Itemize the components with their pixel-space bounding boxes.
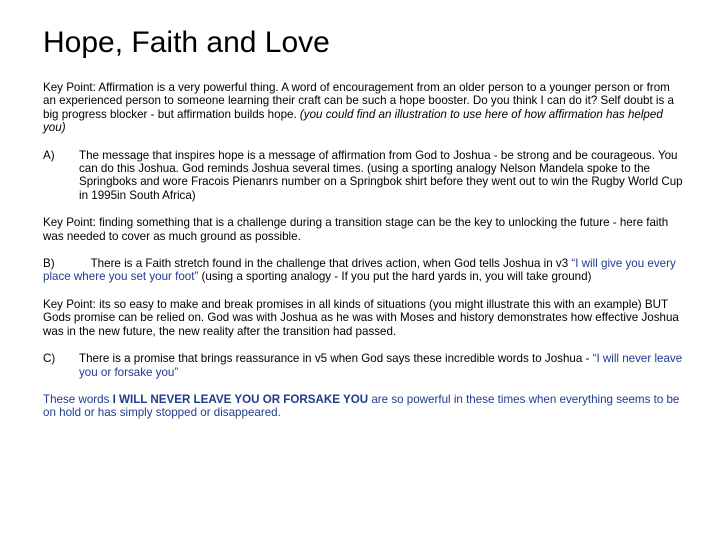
- key-point-affirmation-text: Key Point: Affirmation is a very powerful thing. A word of encouragement from an older person to a younger person or from an experienced person to someone learning their craft can be such a hope booster. Do you think I can do it? Self doubt is a big progress blocker - but affirmation builds hope.: [43, 81, 674, 121]
- point-b-quote: “I will give you every place where you set your foot”: [43, 257, 676, 284]
- slide-body: [43, 81, 683, 434]
- point-c-marker: C): [43, 352, 56, 366]
- key-point-promise: Key Point: its so easy to make and break promises in all kinds of situations (you might illustrate this with an example) BUT Gods promise can be relied on. God was with Joshua as he was with Moses and history demonstrates how effective Joshua was in the new future, the new reality after the transition had passed.: [43, 297, 679, 338]
- point-c-body: [79, 352, 683, 379]
- closing-text-end: are so powerful in these times when everything seems to be on hold or has simply stopped or disappeared.: [43, 392, 680, 420]
- point-b-text: There is a Faith stretch found in the challenge that drives action, when God tells Joshua in v3: [90, 257, 572, 271]
- closing-statement: [43, 393, 683, 420]
- point-a-text: The message that inspires hope is a message of affirmation from God to Joshua - be strong and be courageous. You can do this Joshua. God reminds Joshua several times. (using a sporting analogy Nelson Mandela spoke to the Springboks and wore Fracois Pienanrs number on a Springbok shirt before they went out to win the Rugby World Cup in 1995in South Africa): [79, 148, 683, 202]
- point-b-marker: B): [43, 257, 55, 271]
- point-b-text-end: (using a sporting analogy - If you put the hard yards in, you will take ground): [198, 270, 592, 284]
- key-point-challenge: Key Point: finding something that is a challenge during a transition stage can be the key to unlocking the future - here faith was needed to cover as much ground as possible.: [43, 216, 669, 243]
- key-point-affirmation: [43, 81, 683, 135]
- closing-text-start: These words: [43, 392, 113, 406]
- point-a: [43, 149, 683, 203]
- point-a-marker: A): [43, 148, 55, 162]
- illustration-note: (you could find an illustration to use here of how affirmation has helped you): [43, 107, 663, 135]
- closing-promise: I WILL NEVER LEAVE YOU OR FORSAKE YOU: [112, 392, 369, 406]
- point-c-text: There is a promise that brings reassurance in v5 when God says these incredible words to Joshua -: [79, 352, 593, 366]
- point-c: [43, 352, 683, 379]
- point-c-quote: “I will never leave you or forsake you”: [79, 352, 683, 379]
- slide-title: Hope, Faith and Love: [43, 26, 330, 59]
- point-b: [43, 257, 683, 284]
